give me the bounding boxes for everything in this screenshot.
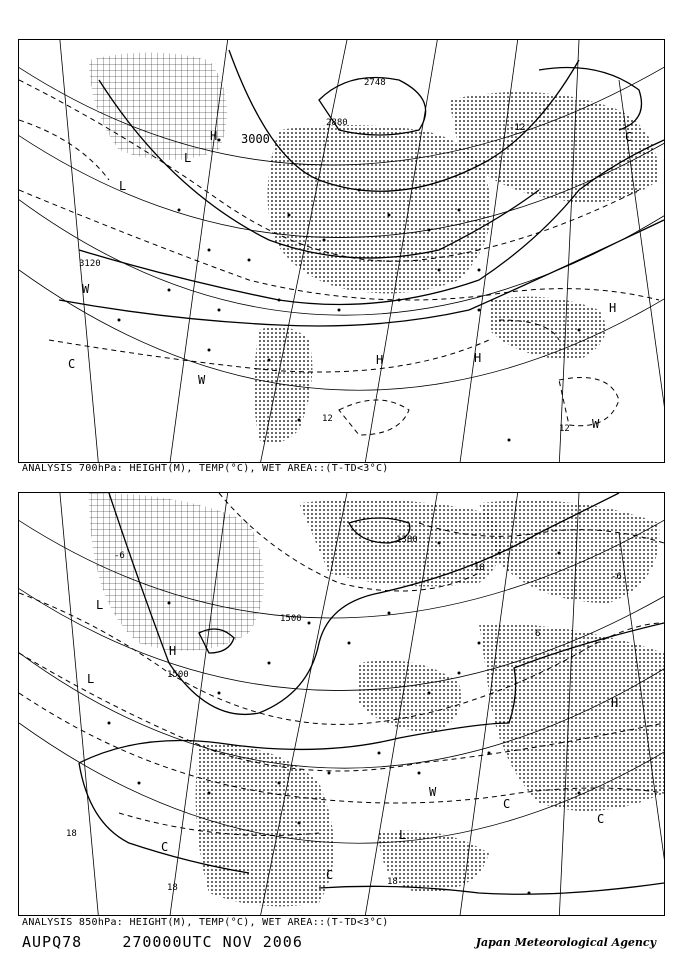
center-marker: H — [611, 696, 619, 710]
temp-label: 18 — [387, 877, 398, 887]
height-label: 3120 — [79, 259, 101, 269]
center-marker: L — [119, 179, 127, 193]
center-marker: H — [169, 644, 177, 658]
temp-label: -12 — [509, 123, 526, 133]
chart-700hpa — [18, 39, 665, 463]
issue-time: 270000UTC NOV 2006 — [122, 933, 303, 951]
wet-area-700 — [89, 53, 659, 444]
center-marker: L — [96, 598, 104, 612]
map-700hpa — [19, 40, 664, 462]
center-marker: C — [326, 868, 334, 882]
height-label: 2748 — [364, 78, 386, 88]
center-marker: H — [474, 351, 482, 365]
chart-header — [22, 933, 303, 951]
height-label: 1500 — [280, 614, 302, 624]
caption-850hpa: ANALYSIS 850hPa: HEIGHT(M), TEMP(°C), WET AREA::(T-TD<3°C) — [22, 917, 389, 928]
agency-name: Japan Meteorological Agency — [475, 936, 656, 949]
chart-code: AUPQ78 — [22, 933, 83, 951]
chart-850hpa — [18, 492, 665, 916]
height-label: 2880 — [326, 118, 348, 128]
temp-label: 12 — [559, 424, 570, 434]
center-marker: L — [87, 672, 95, 686]
center-marker: C — [597, 812, 605, 826]
center-marker: H — [376, 353, 384, 367]
center-marker: W — [429, 785, 437, 799]
temp-label: 12 — [322, 414, 333, 424]
center-marker: C — [68, 357, 76, 371]
temp-label: -6 — [611, 572, 622, 582]
temp-label: -6 — [114, 551, 125, 561]
height-label: 1500 — [167, 670, 189, 680]
center-marker: H — [210, 129, 218, 143]
temp-label: 18 — [66, 829, 77, 839]
center-marker: L — [184, 151, 192, 165]
temp-label: 18 — [474, 563, 485, 573]
caption-700hpa: ANALYSIS 700hPa: HEIGHT(M), TEMP(°C), WET AREA::(T-TD<3°C) — [22, 463, 389, 474]
center-marker: W — [198, 373, 206, 387]
center-marker: L — [399, 828, 407, 842]
height-label: 3000 — [241, 132, 270, 146]
wet-area-850 — [89, 493, 664, 906]
map-850hpa — [19, 493, 664, 915]
height-label: 1380 — [396, 535, 418, 545]
center-marker: C — [625, 130, 633, 144]
center-marker: H — [609, 301, 617, 315]
center-marker: C — [503, 797, 511, 811]
center-marker: C — [161, 840, 169, 854]
center-marker: W — [592, 417, 600, 431]
temp-label: 18 — [167, 883, 178, 893]
center-marker: W — [82, 282, 90, 296]
temp-label: 6 — [535, 629, 541, 639]
